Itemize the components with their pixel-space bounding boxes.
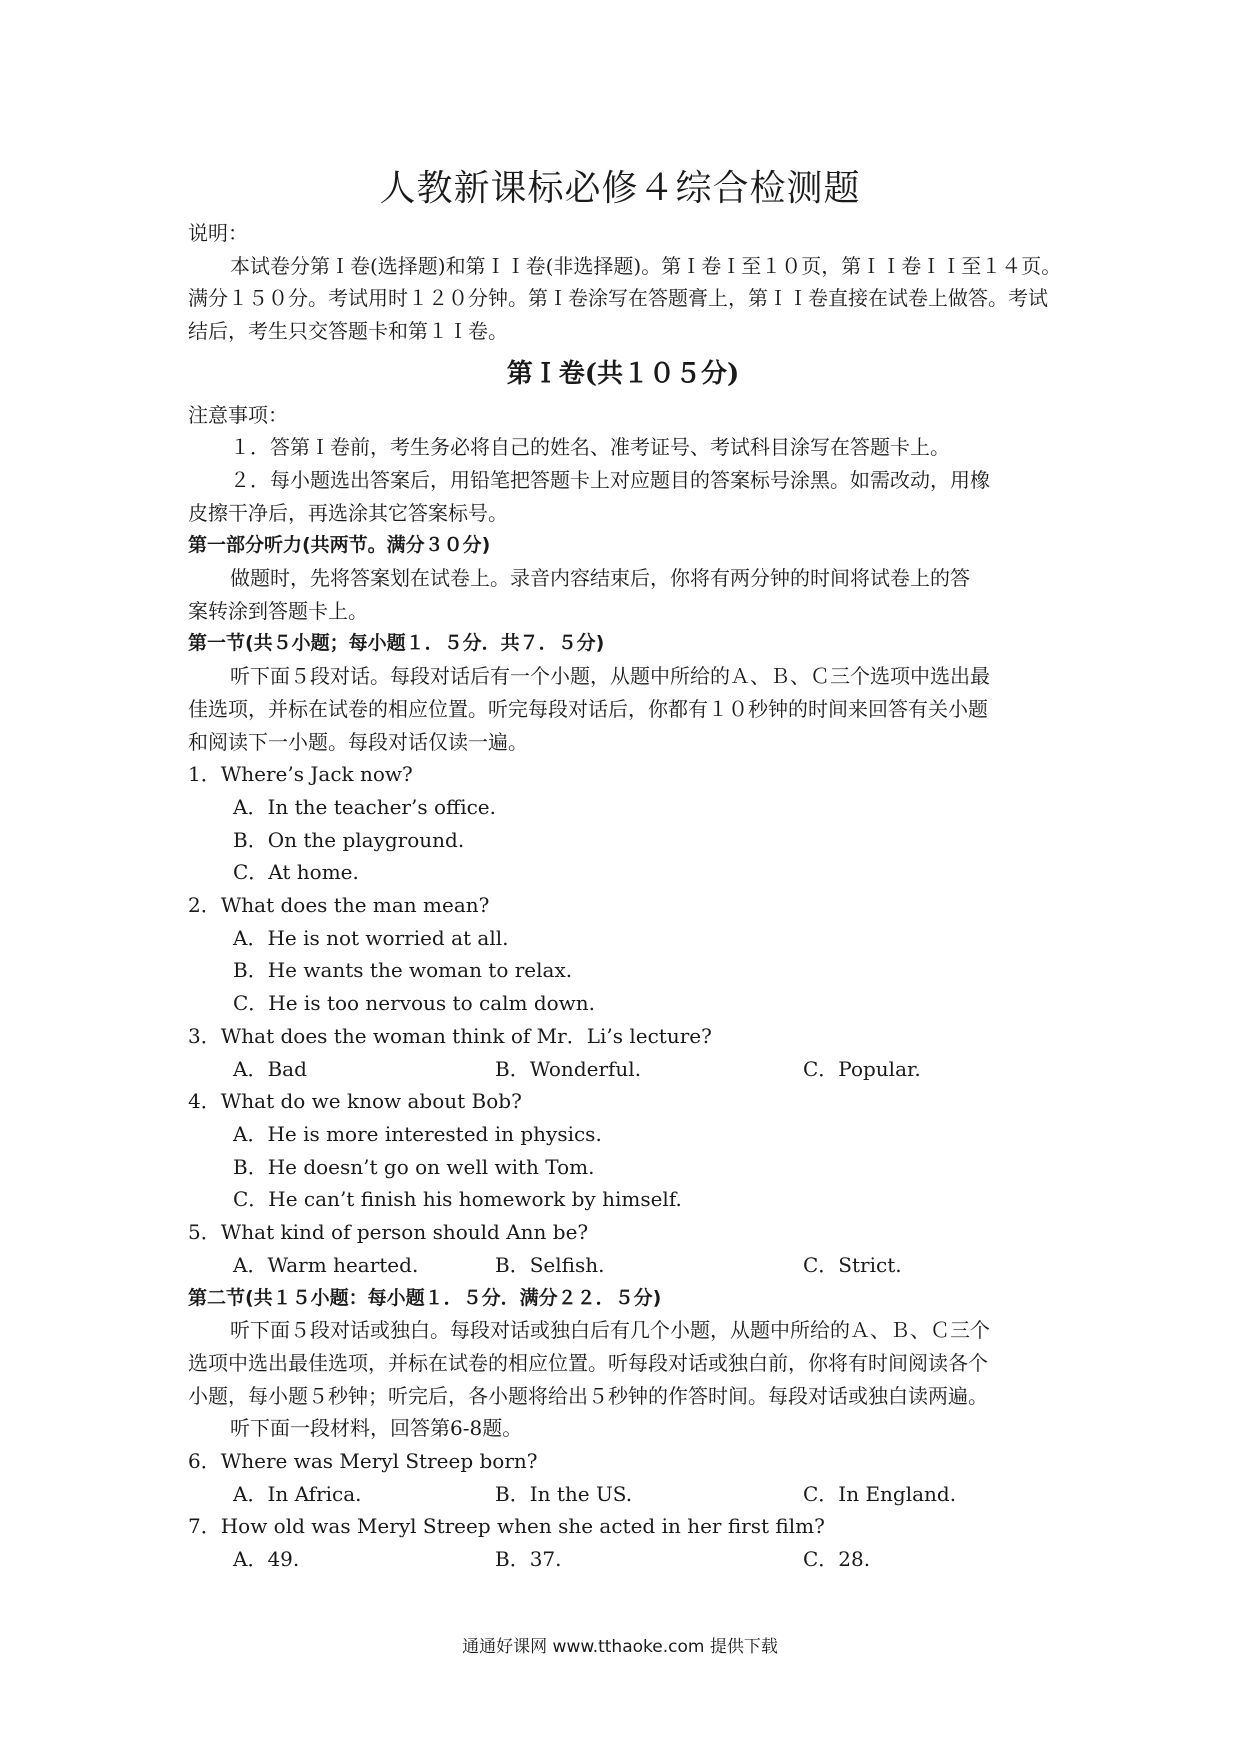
option: B．37. <box>495 1547 562 1572</box>
sec2-line: 小题，每小题５秒钟；听完后，各小题将给出５秒钟的作答时间。每段对话或独白读两遍。 <box>188 1383 988 1408</box>
option: B．On the playground. <box>233 827 465 852</box>
sec1-line: 听下面５段对话。每段对话后有一个小题，从题中所给的Ａ、Ｂ、Ｃ三个选项中选出最 <box>230 664 990 689</box>
section1-line: 案转涂到答题卡上。 <box>188 598 368 623</box>
sec1-heading: 第一节(共５小题；每小题１．５分．共７．５分) <box>188 632 605 655</box>
option: B．In the US. <box>495 1481 633 1506</box>
sec2-heading: 第二节(共１５小题：每小题１．５分．满分２２．５分) <box>188 1286 662 1309</box>
option-row <box>188 1543 1058 1576</box>
notes-label: 注意事项： <box>188 402 288 427</box>
section1-heading: 第一部分听力(共两节。满分３０分) <box>188 534 491 557</box>
option: A．Bad <box>233 1056 307 1081</box>
option: A．Warm hearted. <box>233 1252 419 1277</box>
question: 5．What kind of person should Ann be? <box>188 1220 589 1245</box>
option: A．In Africa. <box>233 1481 362 1506</box>
sec2-line: 选项中选出最佳选项，并标在试卷的相应位置。听每段对话或独白前，你将有时间阅读各个 <box>188 1350 988 1375</box>
option: B．He doesn’t go on well with Tom. <box>233 1154 595 1179</box>
option: C．He is too nervous to calm down. <box>233 991 596 1016</box>
question: 7．How old was Meryl Streep when she acted in her first film? <box>188 1514 825 1539</box>
intro-line: 满分１５０分。考试用时１２０分钟。第Ｉ卷涂写在答题膏上，第ＩＩ卷直接在试卷上做答。考试 <box>188 286 1048 311</box>
option-row <box>188 1478 1058 1511</box>
question: 2．What does the man mean? <box>188 893 490 918</box>
option: B．He wants the woman to relax. <box>233 958 573 983</box>
option: C．He can’t finish his homework by himself. <box>233 1187 682 1212</box>
option: C．In England. <box>803 1481 957 1506</box>
part1-title: 第Ｉ卷(共１０５分) <box>506 358 740 389</box>
option: B．Wonderful. <box>495 1056 642 1081</box>
option: A．He is more interested in physics. <box>233 1121 602 1146</box>
sec2-instruction: 听下面一段材料，回答第6-8题。 <box>230 1416 523 1441</box>
option: A．He is not worried at all. <box>233 925 509 950</box>
option: B．Selfish. <box>495 1252 605 1277</box>
option: A．49. <box>233 1547 300 1572</box>
intro-line: 结后，考生只交答题卡和第１Ｉ卷。 <box>188 319 508 344</box>
section1-line: 做题时，先将答案划在试卷上。录音内容结束后，你将有两分钟的时间将试卷上的答 <box>230 566 970 591</box>
question: 3．What does the woman think of Mr．Li’s lecture? <box>188 1023 712 1048</box>
sec2-line: 听下面５段对话或独白。每段对话或独白后有几个小题，从题中所给的Ａ、Ｂ、Ｃ三个 <box>230 1318 990 1343</box>
page-title: 人教新课标必修４综合检测题 <box>379 168 861 209</box>
option: A．In the teacher’s office. <box>233 794 496 819</box>
sec1-line: 和阅读下一小题。每段对话仅读一遍。 <box>188 729 528 754</box>
note-line: １．答第Ｉ卷前，考生务必将自己的姓名、准考证号、考试科目涂写在答题卡上。 <box>230 435 950 460</box>
question: 1．Where’s Jack now? <box>188 762 413 787</box>
intro-line: 本试卷分第Ｉ卷(选择题)和第ＩＩ卷(非选择题)。第Ｉ卷Ｉ至１０页，第ＩＩ卷ＩＩ至１４页。 <box>230 253 1062 278</box>
document-body <box>188 217 1062 1576</box>
option: C．28. <box>803 1547 871 1572</box>
note-line: ２．每小题选出答案后，用铅笔把答题卡上对应题目的答案标号涂黑。如需改动，用橡 <box>230 467 990 492</box>
question: 6．Where was Meryl Streep born? <box>188 1449 538 1474</box>
option-row <box>188 1053 1058 1086</box>
option: C．Strict. <box>803 1252 902 1277</box>
option-row <box>188 1249 1058 1282</box>
page-footer: 通通好课网 www.tthaoke.com 提供下载 <box>462 1637 778 1657</box>
intro-label: 说明： <box>188 221 248 245</box>
question: 4．What do we know about Bob? <box>188 1089 522 1114</box>
option: C．At home. <box>233 860 359 885</box>
sec1-line: 佳选项，并标在试卷的相应位置。听完每段对话后，你都有１０秒钟的时间来回答有关小题 <box>188 696 988 721</box>
option: C．Popular. <box>803 1056 921 1081</box>
note-line: 皮擦干净后，再选涂其它答案标号。 <box>188 500 508 525</box>
